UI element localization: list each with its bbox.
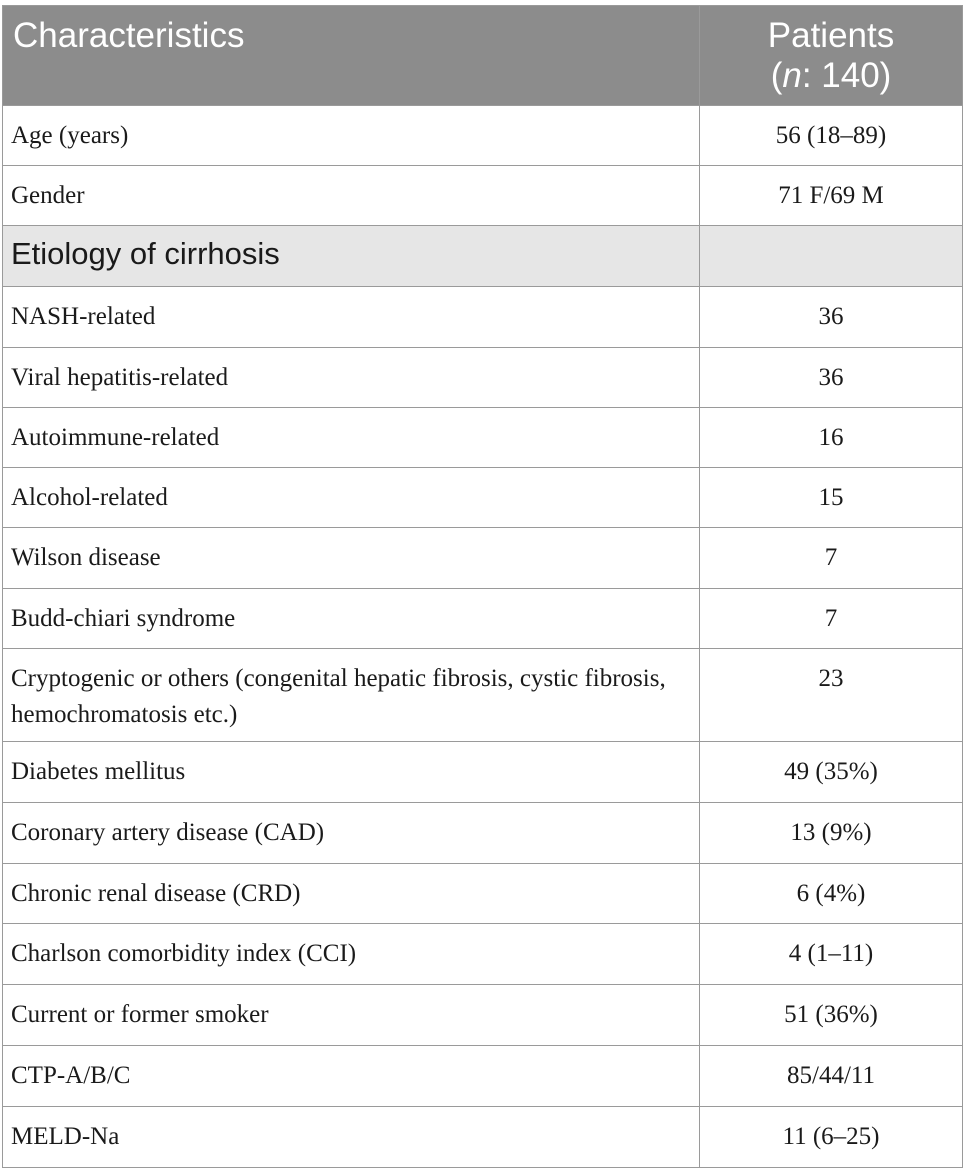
table-row <box>3 924 963 985</box>
table-row <box>3 408 963 468</box>
row-label: Diabetes mellitus <box>3 742 700 803</box>
characteristics-header: Characteristics <box>3 6 700 106</box>
row-value: 51 (36%) <box>700 985 963 1046</box>
section-empty-cell <box>700 226 963 287</box>
row-label: Gender <box>3 166 700 226</box>
row-value: 7 <box>700 528 963 589</box>
row-label: NASH-related <box>3 287 700 348</box>
table-row <box>3 864 963 924</box>
table-row <box>3 1107 963 1168</box>
row-label: CTP-A/B/C <box>3 1046 700 1107</box>
table-row <box>3 742 963 803</box>
row-label: Cryptogenic or others (congenital hepatic fibrosis, cystic fibrosis, hemochromatosis etc.) <box>3 649 700 742</box>
table-row <box>3 166 963 226</box>
row-label: Wilson disease <box>3 528 700 589</box>
row-value: 16 <box>700 408 963 468</box>
patients-header-label: Patients <box>767 16 895 55</box>
n-italic: n <box>782 56 802 95</box>
row-label: Alcohol-related <box>3 468 700 528</box>
header-row <box>3 6 963 106</box>
table-row <box>3 348 963 408</box>
row-label: Age (years) <box>3 106 700 166</box>
table-row <box>3 985 963 1046</box>
row-value: 6 (4%) <box>700 864 963 924</box>
row-label: Autoimmune-related <box>3 408 700 468</box>
row-label: Viral hepatitis-related <box>3 348 700 408</box>
row-value: 49 (35%) <box>700 742 963 803</box>
table-row <box>3 528 963 589</box>
row-label: Chronic renal disease (CRD) <box>3 864 700 924</box>
table-row <box>3 106 963 166</box>
patient-characteristics-table <box>2 5 963 1168</box>
row-value: 13 (9%) <box>700 803 963 864</box>
row-label: MELD-Na <box>3 1107 700 1168</box>
row-value: 15 <box>700 468 963 528</box>
row-label: Coronary artery disease (CAD) <box>3 803 700 864</box>
row-value: 85/44/11 <box>700 1046 963 1107</box>
n-prefix: ( <box>770 56 783 95</box>
row-value: 56 (18–89) <box>700 106 963 166</box>
row-value: 11 (6–25) <box>700 1107 963 1168</box>
row-label: Current or former smoker <box>3 985 700 1046</box>
n-suffix: : 140) <box>801 56 892 95</box>
section-header-row <box>3 226 963 287</box>
table-row <box>3 287 963 348</box>
row-value: 36 <box>700 287 963 348</box>
row-value: 23 <box>700 649 963 742</box>
row-value: 7 <box>700 589 963 649</box>
row-value: 36 <box>700 348 963 408</box>
table-row <box>3 589 963 649</box>
section-title: Etiology of cirrhosis <box>3 226 700 287</box>
row-label: Charlson comorbidity index (CCI) <box>3 924 700 985</box>
table-row <box>3 468 963 528</box>
table-row <box>3 803 963 864</box>
table-row <box>3 1046 963 1107</box>
table-row <box>3 649 963 742</box>
patients-header <box>700 6 963 106</box>
row-value: 4 (1–11) <box>700 924 963 985</box>
row-value: 71 F/69 M <box>700 166 963 226</box>
row-label: Budd-chiari syndrome <box>3 589 700 649</box>
